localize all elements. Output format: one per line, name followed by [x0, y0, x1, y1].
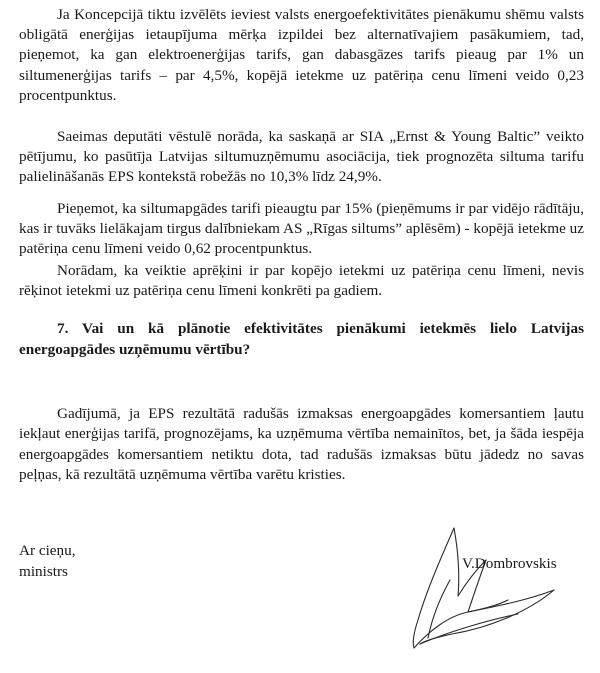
paragraph-heating-tariff-assumption: Pieņemot, ka siltumapgādes tarifi pieaugtu par 15% (pieņēmums ir par vidējo rādītāju, kas ir tuvāks lielākajam tirgus dalībniekam AS „Rīgas siltums” aplēsēm) - kopējā ietekme uz patēriņa cenu līmeni veido 0,62 procentpunktus.: [19, 200, 584, 258]
question-heading: 7. Vai un kā plānotie efektivitātes pienākumi ietekmēs lielo Latvijas energoapgādes uzņēmumu vērtību?: [19, 320, 584, 358]
paragraph-tariff-impact: Ja Koncepcijā tiktu izvēlēts ieviest valsts energoefektivitātes pienākumu shēmu valsts obligātā enerģijas ietaupījuma mērķa izpildei bez alternatīvajiem pasākumiem, tad, pieņemot, ka gan elektroenerģijas tarifs, gan dabasgāzes tarifs pieaug par 1% un siltumenerģijas tarifs – par 4,5%, kopējā ietekme uz patēriņa cenu līmeni veido 0,23 procentpunktus.: [19, 6, 584, 104]
paragraph-answer: Gadījumā, ja EPS rezultātā radušās izmaksas energoapgādes komersantiem ļautu iekļaut enerģijas tarifā, prognozējams, ka uzņēmuma vērtība nemainītos, bet, ja šāda iespēja energoapgādes komersantiem netiktu dota, tad radušās izmaksas būtu jādedz no savas peļņas, kā rezultātā uzņēmuma vērtība varētu kristies.: [19, 405, 584, 484]
signer-name: V.Dombrovskis: [462, 555, 557, 572]
closing-block: [19, 540, 76, 582]
paragraph-calculation-note: Norādam, ka veiktie aprēķini ir par kopējo ietekmi uz patēriņa cenu līmeni, nevis rēķinot ietekmi uz patēriņa cenu līmeni konkrēti pa gadiem.: [19, 262, 584, 300]
paragraph-ernst-young-study: Saeimas deputāti vēstulē norāda, ka saskaņā ar SIA „Ernst & Young Baltic” veikto pētījumu, ko pasūtīja Latvijas siltumuzņēmumu asociācija, tiek prognozēta siltuma tarifu palielināšanās EPS kontekstā robežās no 10,3% līdz 24,9%.: [19, 128, 584, 186]
handwritten-signature: [368, 520, 558, 660]
closing-salutation: Ar cieņu,: [19, 542, 76, 559]
closing-title: ministrs: [19, 563, 68, 580]
